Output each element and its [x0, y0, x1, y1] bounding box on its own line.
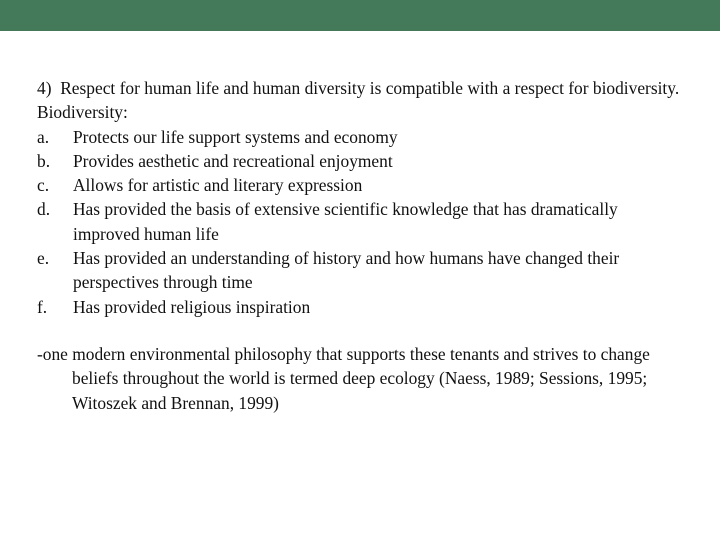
list-item-text: Protects our life support systems and economy	[73, 126, 398, 147]
list-item-label: b.	[37, 150, 51, 171]
list-item-text: Provides aesthetic and recreational enjoyment	[73, 150, 393, 171]
deep-ecology-note: -one modern environmental philosophy that supports these tenants and strives to change beliefs throughout the world is termed deep ecology (Naess, 1989; Sessions, 1995; Witoszek and Brennan, 1999)	[37, 343, 650, 413]
list-item-label: c.	[37, 175, 50, 196]
list-item-text: Has provided religious inspiration	[73, 296, 311, 317]
list-item-text: Has provided an understanding of history and how humans have changed their perspectives through time	[73, 248, 620, 293]
list-item-label: d.	[37, 199, 51, 220]
list-item-text: Allows for artistic and literary expression	[73, 175, 363, 196]
list-item-label: a.	[37, 126, 50, 147]
spacer	[37, 319, 687, 342]
list-item-text: Has provided the basis of extensive scientific knowledge that has dramatically improved human life	[73, 199, 618, 244]
list-item-label: f.	[37, 296, 48, 317]
biodiversity-heading: Biodiversity:	[37, 102, 128, 123]
point-text: Respect for human life and human diversity is compatible with a respect for biodiversity.	[60, 78, 680, 98]
list-item	[37, 173, 687, 197]
list-item	[37, 125, 687, 149]
point-number: 4)	[37, 78, 52, 98]
top-bar	[0, 0, 720, 31]
list-item	[37, 295, 687, 319]
list-item-label: e.	[37, 248, 50, 269]
point-4	[37, 76, 687, 100]
list-item	[37, 149, 687, 173]
list-item	[37, 246, 687, 295]
list-item	[37, 197, 687, 246]
slide-body	[37, 76, 687, 415]
